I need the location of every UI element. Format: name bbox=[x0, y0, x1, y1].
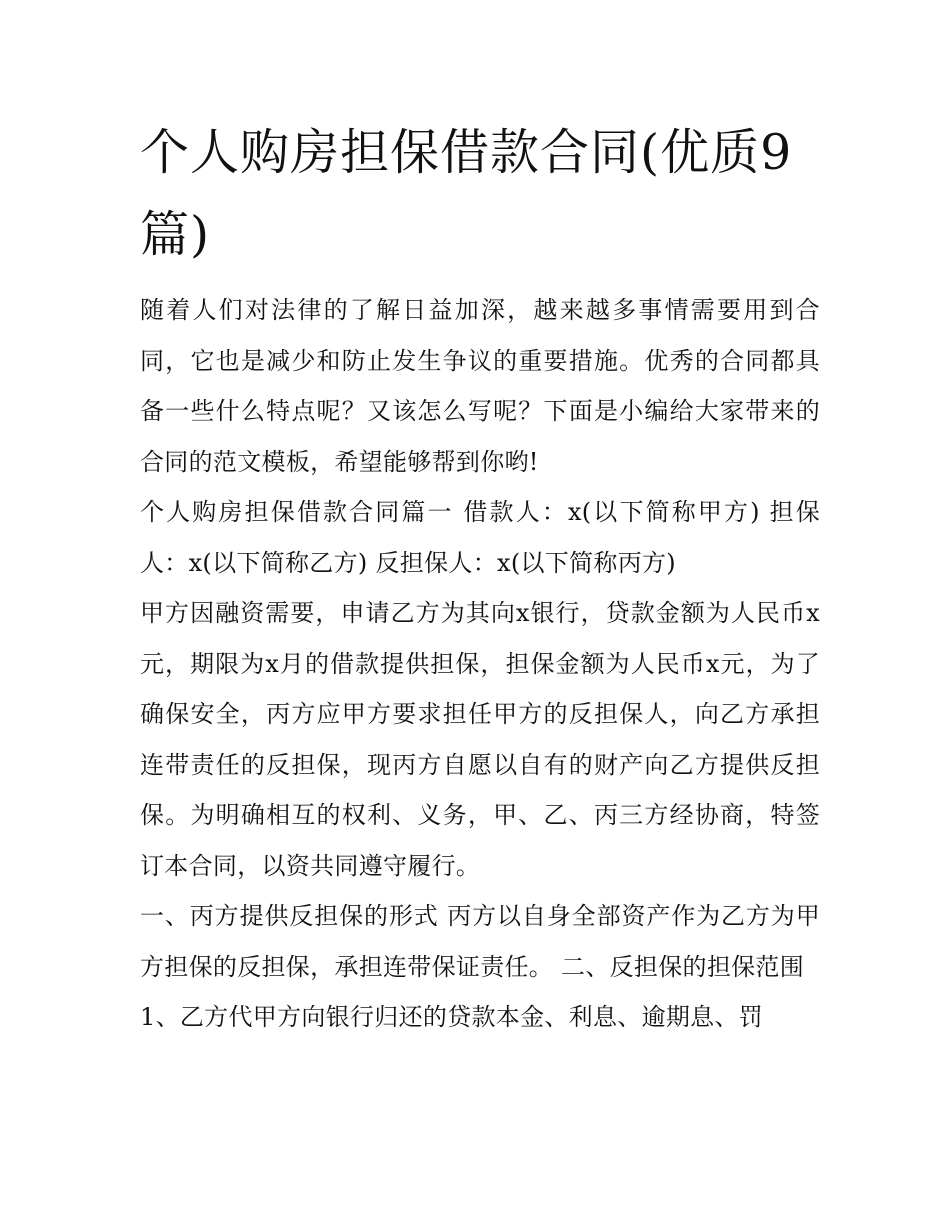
parties-paragraph: 个人购房担保借款合同篇一 借款人：x(以下简称甲方) 担保人：x(以下简称乙方) 反担保人：x(以下简称丙方) bbox=[140, 498, 820, 577]
preamble-paragraph: 甲方因融资需要，申请乙方为其向x银行，贷款金额为人民币x元，期限为x月的借款提供担保，担保金额为人民币x元，为了确保安全，丙方应甲方要求担任甲方的反担保人，向乙方承担连带责任的反担保，现丙方自愿以自有的财产向乙方提供反担保。为明确相互的权利、义务，甲、乙、丙三方经协商，特签订本合同，以资共同遵守履行。 bbox=[140, 599, 820, 880]
intro-paragraph: 随着人们对法律的了解日益加深，越来越多事情需要用到合同，它也是减少和防止发生争议的重要措施。优秀的合同都具备一些什么特点呢？又该怎么写呢？下面是小编给大家带来的合同的范文模板，希望能够帮到你哟! bbox=[140, 296, 820, 476]
clause-2-item-1-paragraph: 1、乙方代甲方向银行归还的贷款本金、利息、逾期息、罚 bbox=[140, 1003, 764, 1031]
document-title: 个人购房担保借款合同(优质9篇) bbox=[140, 124, 793, 263]
clause-1-paragraph: 一、丙方提供反担保的形式 丙方以自身全部资产作为乙方为甲方担保的反担保，承担连带保证责任。 二、反担保的担保范围 bbox=[140, 902, 820, 981]
document-page bbox=[140, 112, 820, 1043]
